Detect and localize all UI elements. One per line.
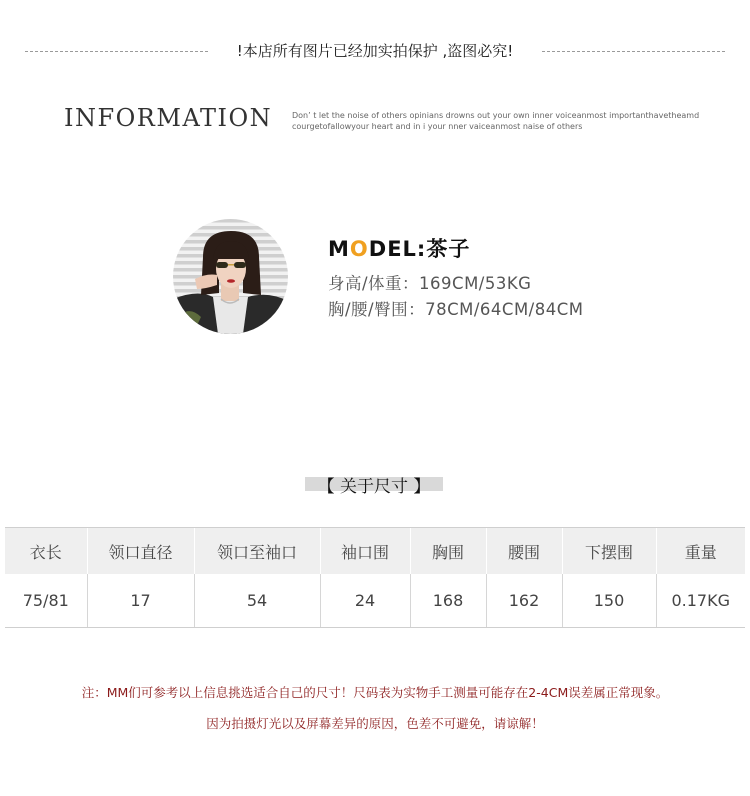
cell-waist: 162 <box>486 574 562 628</box>
table-row <box>5 574 745 628</box>
header-neck-to-cuff: 领口至袖口 <box>194 528 320 575</box>
notice-divider-left <box>25 51 208 52</box>
model-measurements: 胸/腰/臀围：78CM/64CM/84CM <box>328 300 584 319</box>
header-hem: 下摆围 <box>562 528 656 575</box>
cell-neck-to-cuff: 54 <box>194 574 320 628</box>
cell-weight: 0.17KG <box>656 574 745 628</box>
model-title <box>328 233 470 263</box>
color-note: 因为拍摄灯光以及屏幕差异的原因，色差不可避免，请谅解！ <box>206 716 544 731</box>
cell-hem: 150 <box>562 574 656 628</box>
cell-length: 75/81 <box>5 574 87 628</box>
size-table <box>5 527 745 628</box>
header-cuff: 袖口围 <box>320 528 410 575</box>
model-avatar <box>173 219 288 334</box>
copyright-notice: !本店所有图片已经加实拍保护 ,盗图必究! <box>236 42 514 60</box>
model-name: 茶子 <box>426 237 471 261</box>
cell-neck-diameter: 17 <box>87 574 194 628</box>
header-length: 衣长 <box>5 528 87 575</box>
model-photo <box>173 219 288 334</box>
notice-divider-right <box>542 51 725 52</box>
information-text <box>292 110 712 132</box>
size-note: 注：MM们可参考以上信息挑选适合自己的尺寸！尺码表为实物手工测量可能存在2-4CM误差属正常现象。 <box>81 685 669 700</box>
information-text-line1: Don’ t let the noise of others opinians drowns out your own inner voiceanmost importanthavetheamd <box>292 111 700 120</box>
model-label-accent: O <box>349 237 369 261</box>
size-section-title: 【 关于尺寸 】 <box>317 477 431 497</box>
header-waist: 腰围 <box>486 528 562 575</box>
model-label-suffix: DEL: <box>368 237 427 261</box>
header-neck-diameter: 领口直径 <box>87 528 194 575</box>
cell-chest: 168 <box>410 574 486 628</box>
model-height-weight: 身高/体重：169CM/53KG <box>328 274 532 293</box>
header-chest: 胸围 <box>410 528 486 575</box>
model-label-prefix: M <box>328 237 350 261</box>
size-table-header-row <box>5 528 745 575</box>
information-text-line2: courgetofallowyour heart and in i your nner vaiceanmost naise of others <box>292 122 583 131</box>
cell-cuff: 24 <box>320 574 410 628</box>
information-title: INFORMATION <box>64 104 273 132</box>
header-weight: 重量 <box>656 528 745 575</box>
